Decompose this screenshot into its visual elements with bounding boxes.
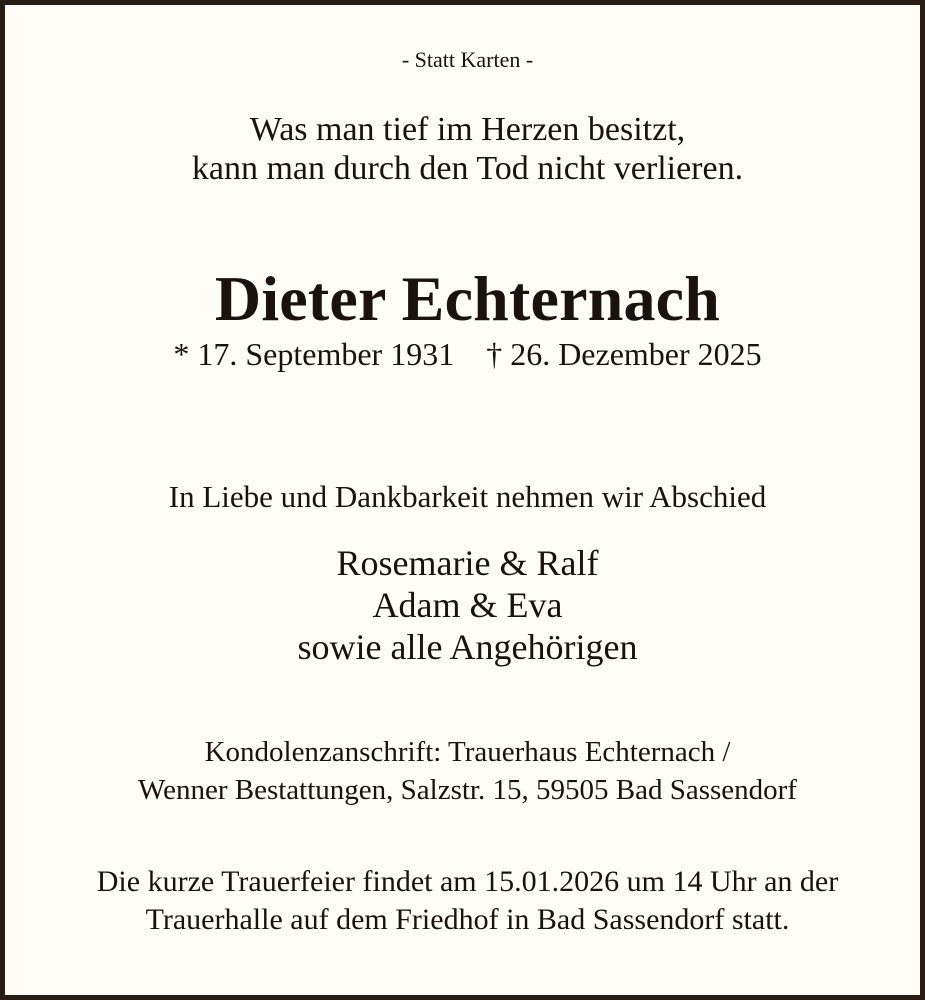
deceased-name: Dieter Echternach bbox=[214, 263, 721, 334]
mourner-line-2: Adam & Eva bbox=[372, 585, 563, 625]
life-dates bbox=[5, 338, 925, 370]
service-info-line-1: Die kurze Trauerfeier findet am 15.01.2026 um 14 Uhr an der bbox=[96, 865, 839, 898]
birth-date: * 17. September 1931 bbox=[173, 336, 455, 372]
header-note: - Statt Karten - bbox=[401, 47, 534, 72]
verse-line-2: kann man durch den Tod nicht verlieren. bbox=[191, 150, 744, 187]
mourner-line-3: sowie alle Angehörigen bbox=[297, 627, 638, 667]
condolence-address-line-1: Kondolenzanschrift: Trauerhaus Echternach / bbox=[204, 736, 731, 768]
verse-line-1: Was man tief im Herzen besitzt, bbox=[249, 111, 686, 148]
death-date: † 26. Dezember 2025 bbox=[486, 336, 762, 372]
mourner-line-1: Rosemarie & Ralf bbox=[336, 543, 599, 583]
condolence-address-line-2: Wenner Bestattungen, Salzstr. 15, 59505 Bad Sassendorf bbox=[138, 774, 797, 806]
farewell-line: In Liebe und Dankbarkeit nehmen wir Abschied bbox=[168, 479, 767, 514]
service-info-line-2: Trauerhalle auf dem Friedhof in Bad Sassendorf statt. bbox=[145, 903, 790, 936]
